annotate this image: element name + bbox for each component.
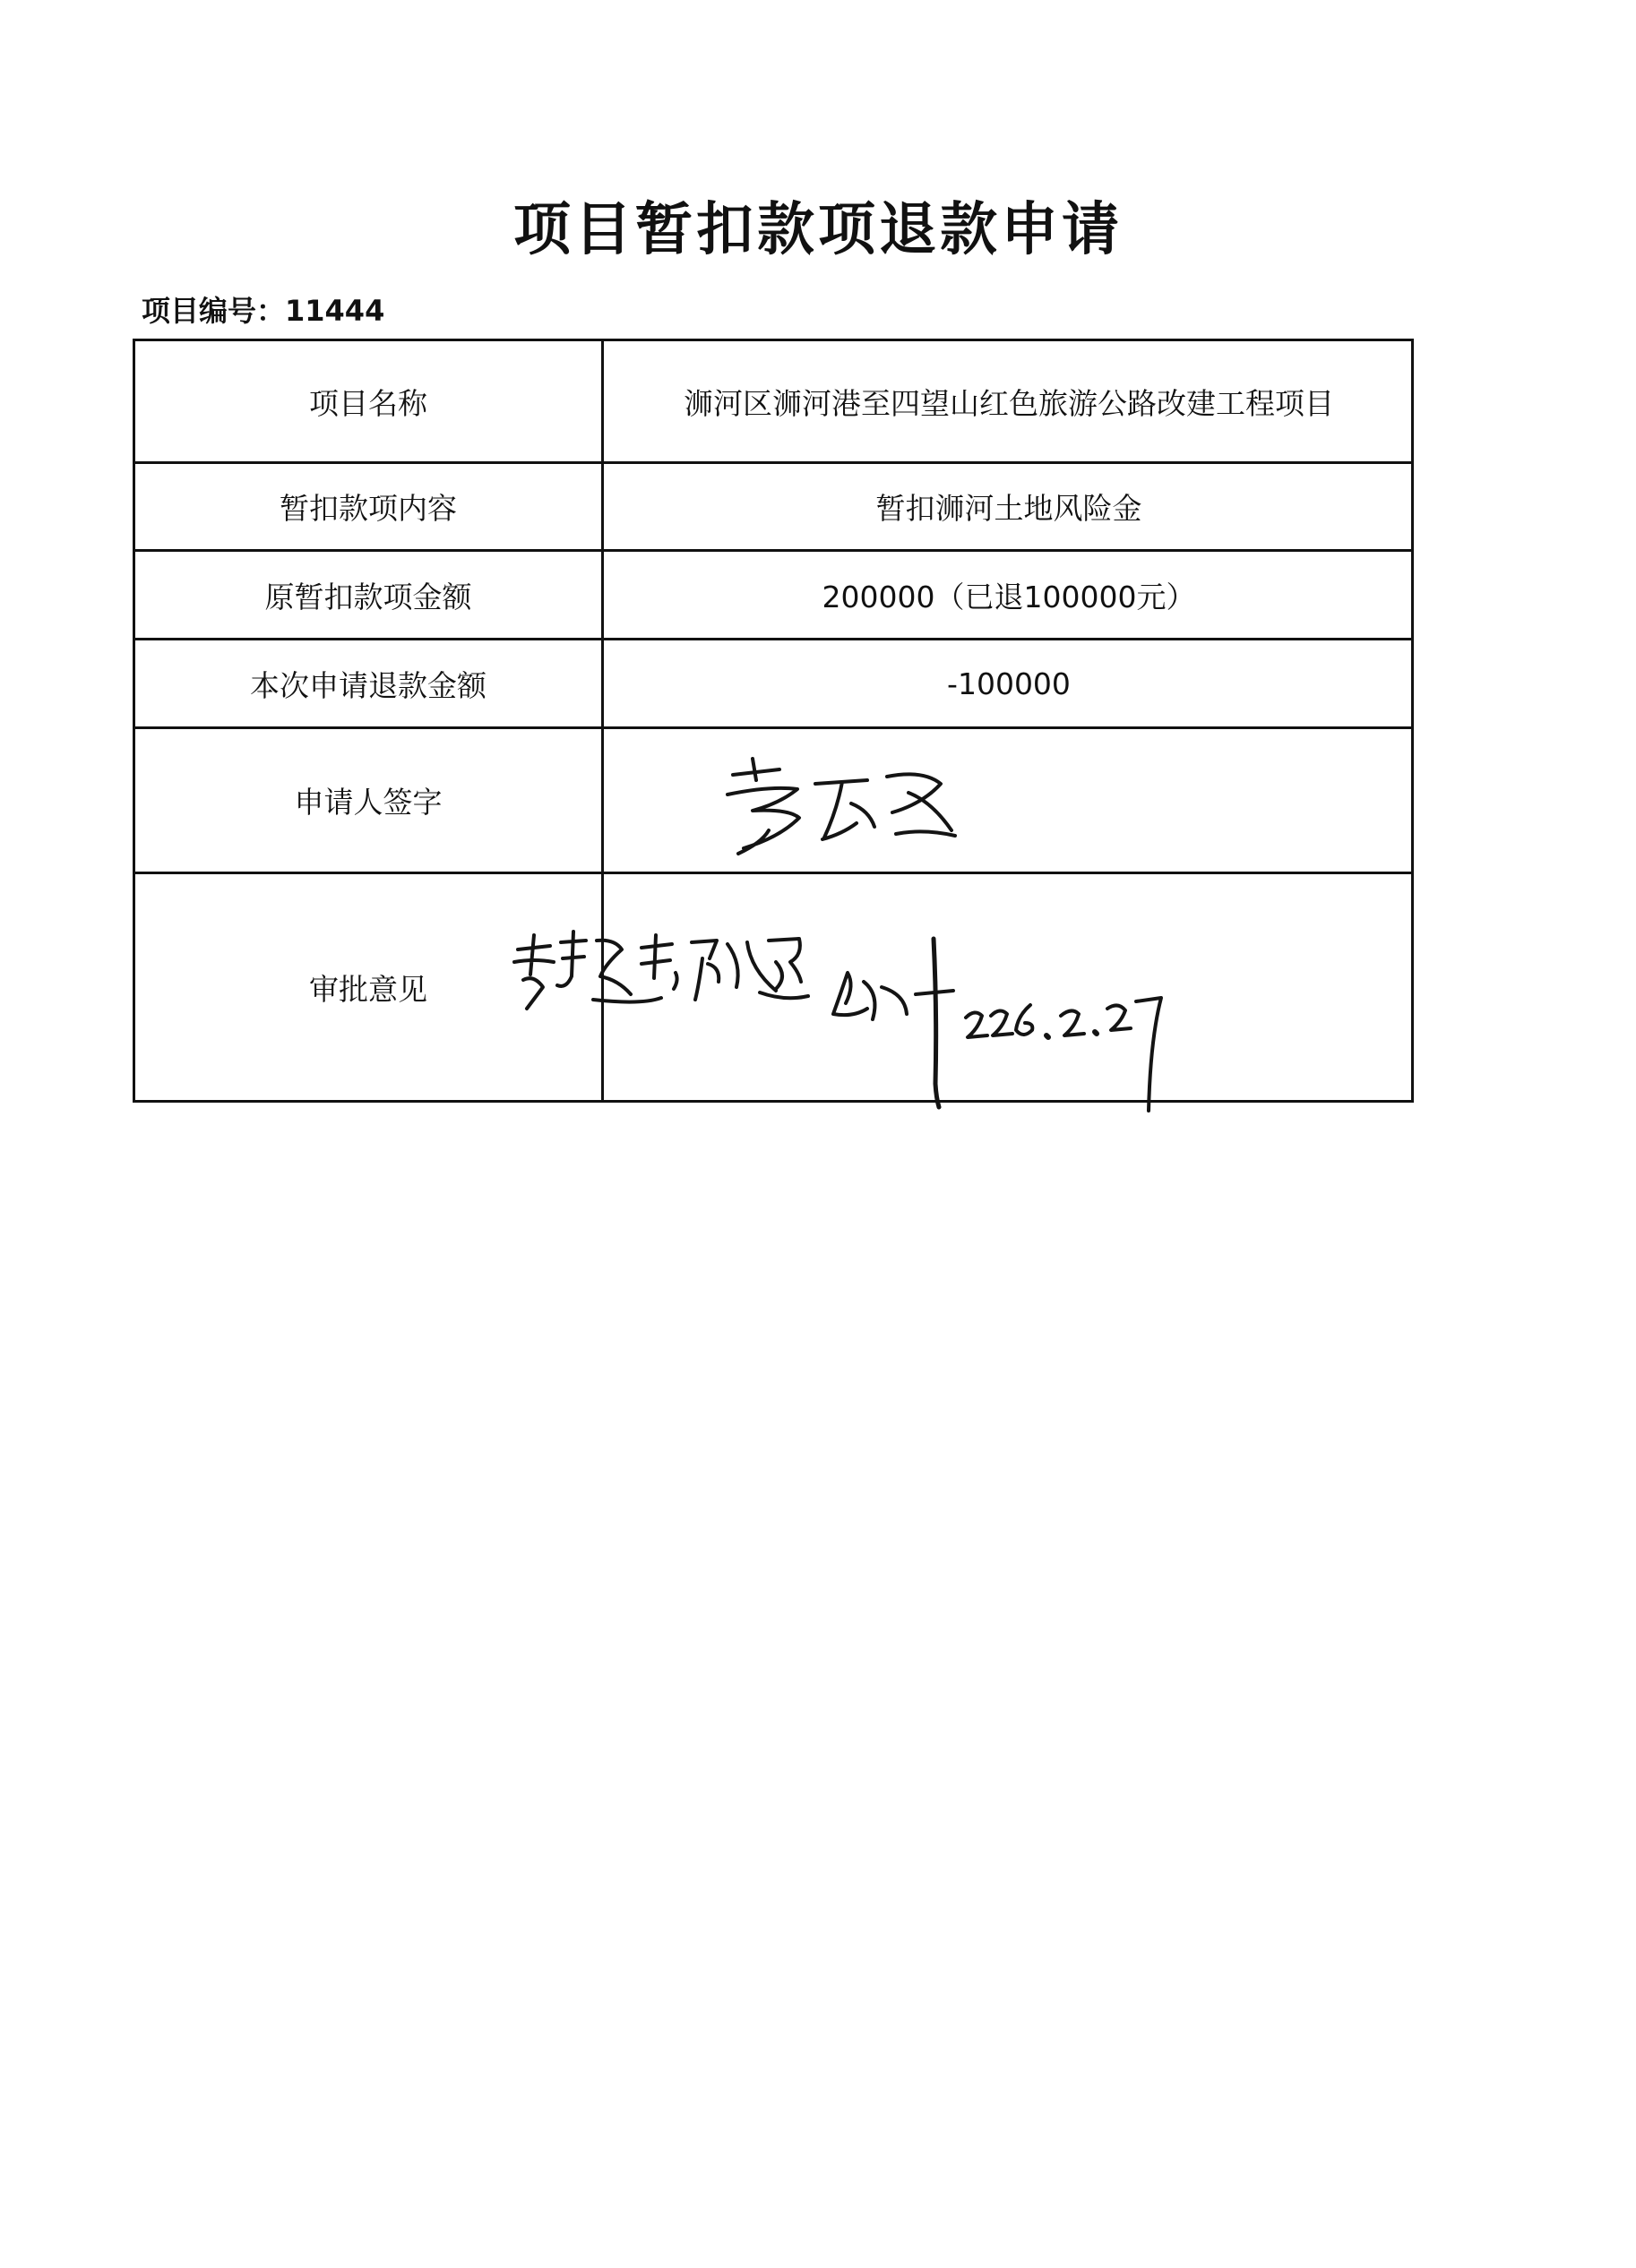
applicant-signature: [717, 748, 968, 864]
project-number: 项目编号：11444: [142, 294, 385, 328]
label-applicant-signature: 申请人签字: [294, 785, 443, 820]
value-original-amount: 200000（已退100000元）: [822, 579, 1196, 614]
label-refund-amount: 本次申请退款金额: [250, 667, 486, 703]
label-withheld-content: 暂扣款项内容: [280, 491, 457, 526]
value-refund-amount: -100000: [947, 666, 1071, 701]
value-project-name: 浉河区浉河港至四望山红色旅游公路改建工程项目: [684, 385, 1334, 421]
label-original-amount: 原暂扣款项金额: [264, 579, 472, 614]
approval-date-handwriting: [960, 985, 1167, 1120]
label-approval-opinion: 审批意见: [309, 971, 427, 1007]
approver-signature: [828, 932, 962, 1111]
approval-comment-handwriting: [507, 923, 812, 1021]
value-withheld-content: 暂扣浉河土地风险金: [875, 491, 1142, 526]
label-project-name: 项目名称: [309, 385, 427, 421]
document-title: 项目暂扣款项退款申请: [513, 197, 1123, 263]
